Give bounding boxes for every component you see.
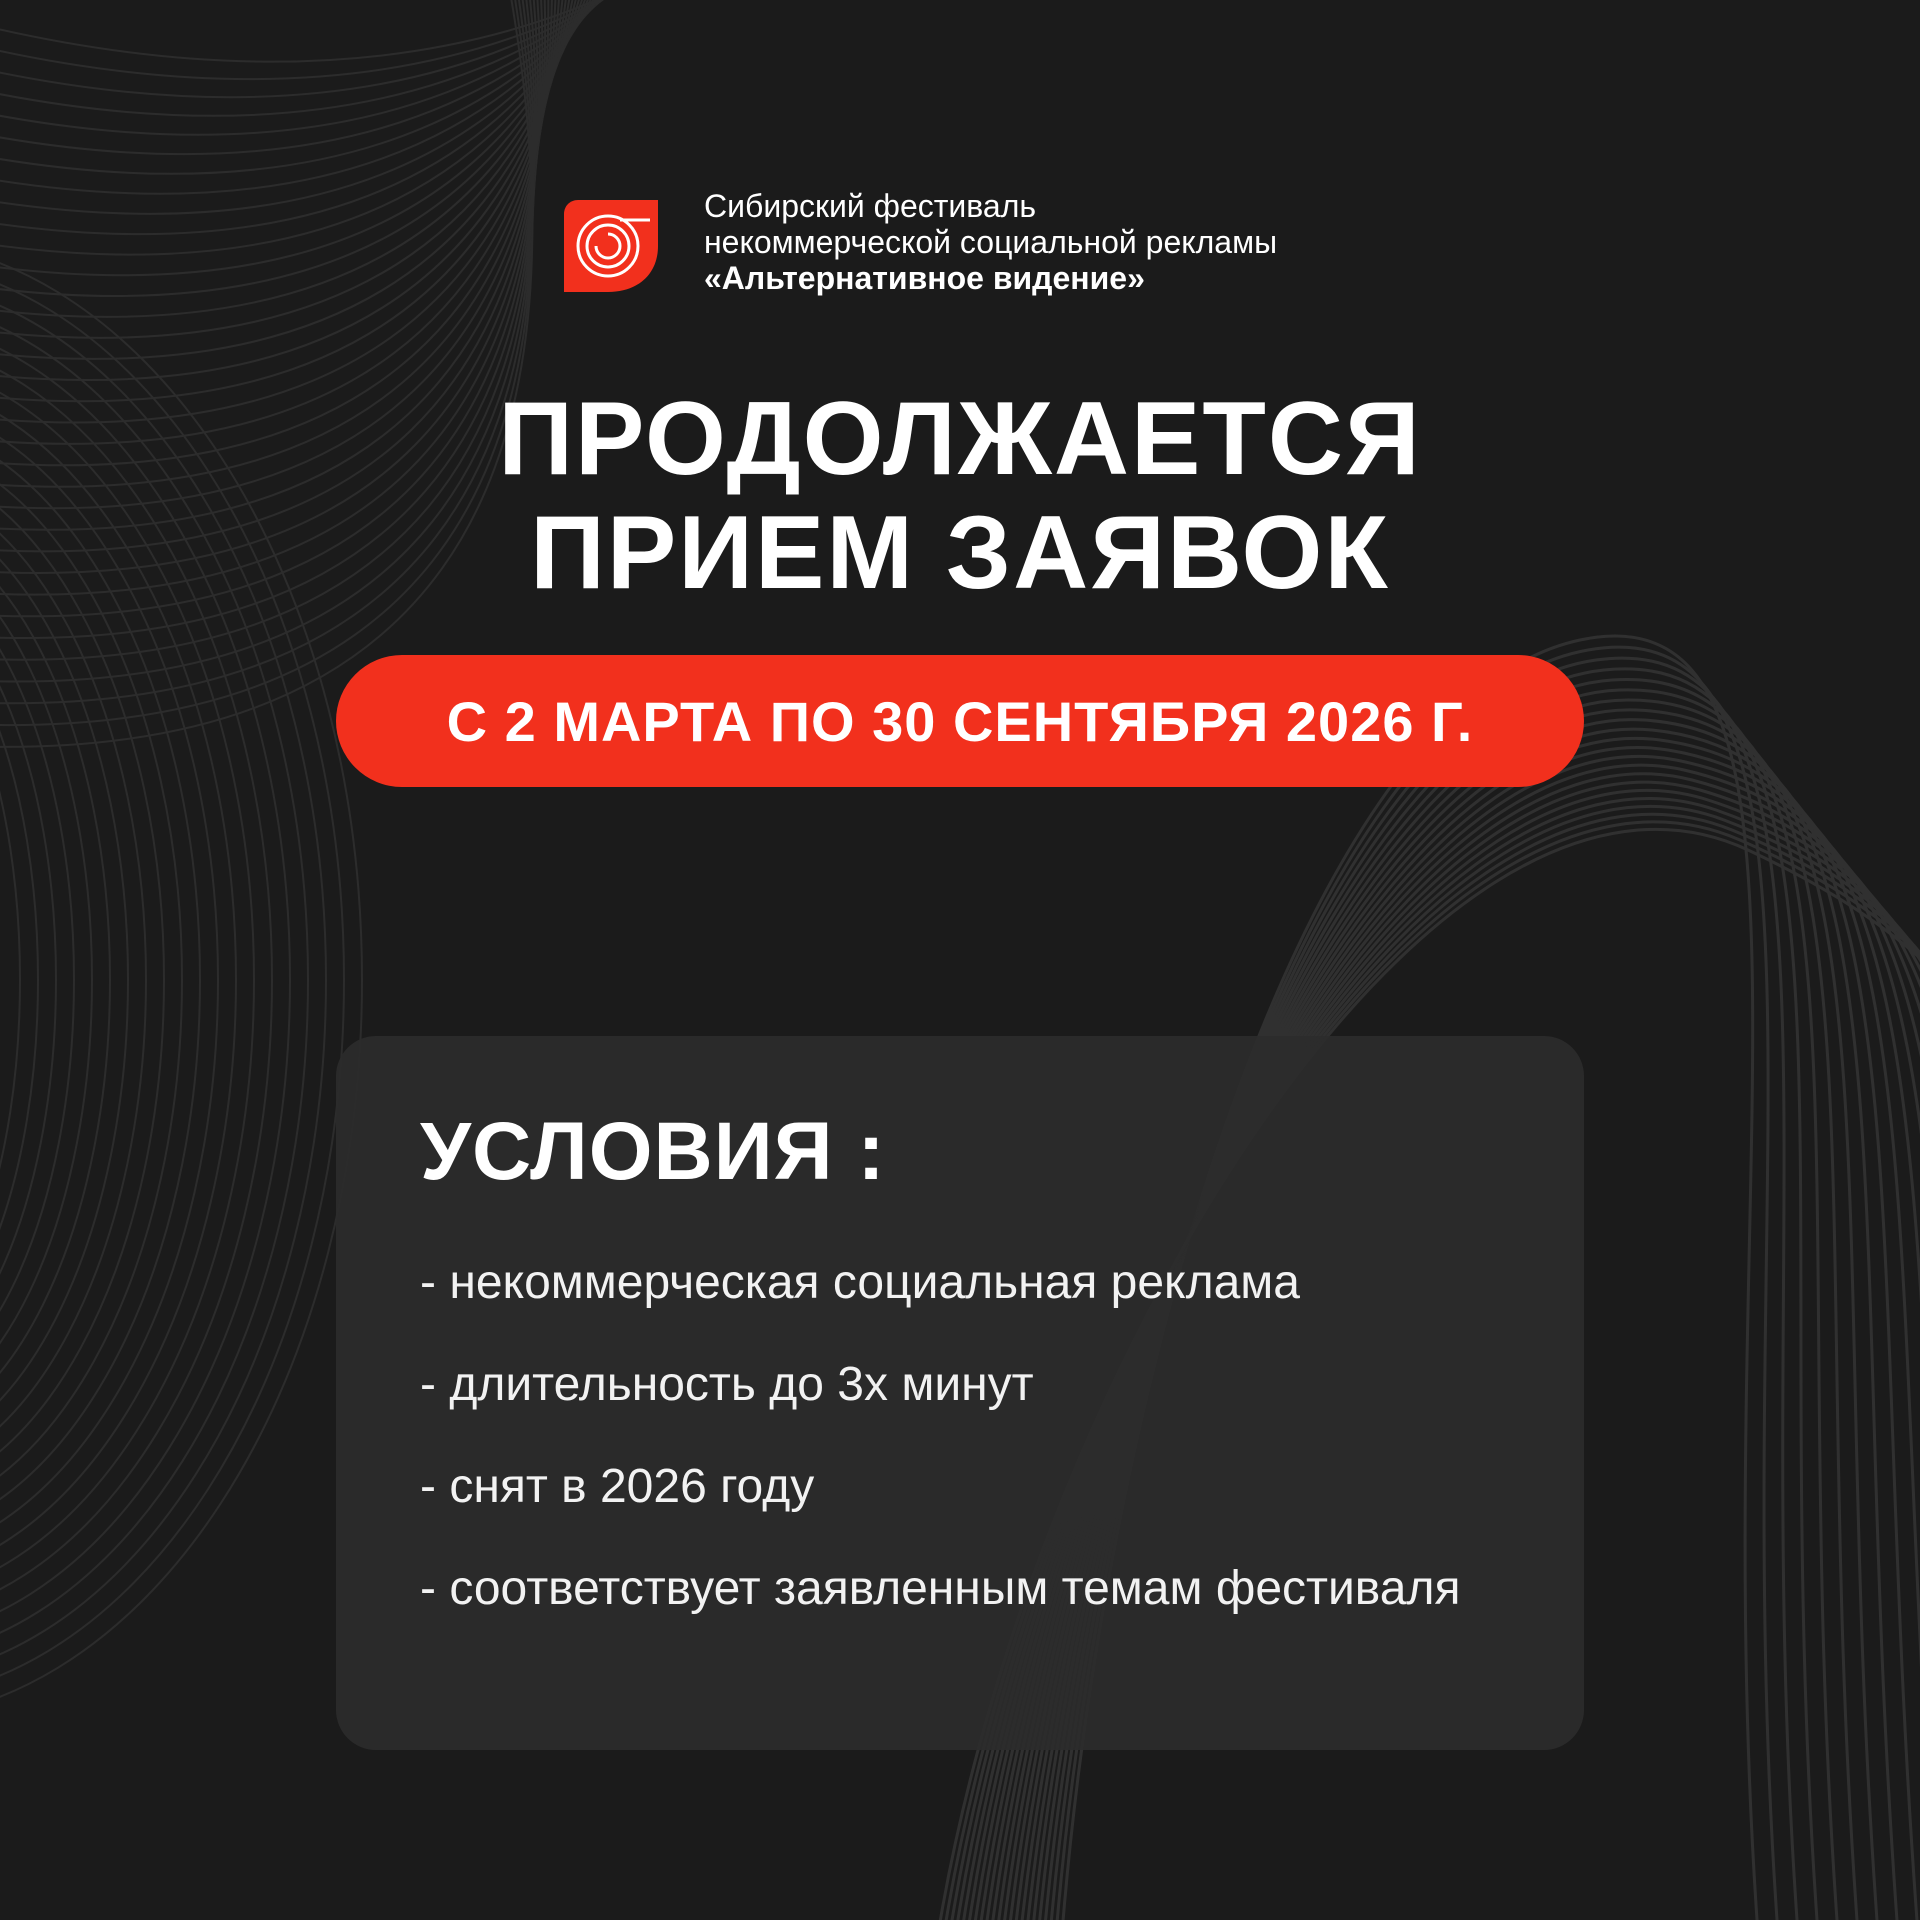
headline-line1: ПРОДОЛЖАЕТСЯ: [498, 381, 1422, 497]
headline: [0, 382, 1920, 610]
conditions-panel: [336, 1036, 1584, 1750]
conditions-title: УСЛОВИЯ :: [420, 1106, 886, 1197]
condition-item: - некоммерческая социальная реклама: [420, 1256, 1300, 1309]
conditions-list: [420, 1248, 1520, 1656]
condition-item: - снят в 2026 году: [420, 1460, 815, 1513]
date-range-badge: С 2 МАРТА ПО 30 СЕНТЯБРЯ 2026 Г.: [336, 655, 1584, 787]
festival-name-line2: некоммерческой социальной рекламы: [704, 224, 1278, 260]
festival-header: [558, 188, 1277, 296]
condition-item: - длительность до 3х минут: [420, 1358, 1034, 1411]
headline-line2: ПРИЕМ ЗАЯВОК: [530, 495, 1390, 611]
festival-name-line1: Сибирский фестиваль: [704, 188, 1037, 224]
festival-logo-icon: [558, 188, 666, 296]
festival-name: [704, 188, 1277, 296]
festival-name-line3: «Альтернативное видение»: [704, 260, 1145, 296]
condition-item: - соответствует заявленным темам фестиваля: [420, 1562, 1461, 1615]
